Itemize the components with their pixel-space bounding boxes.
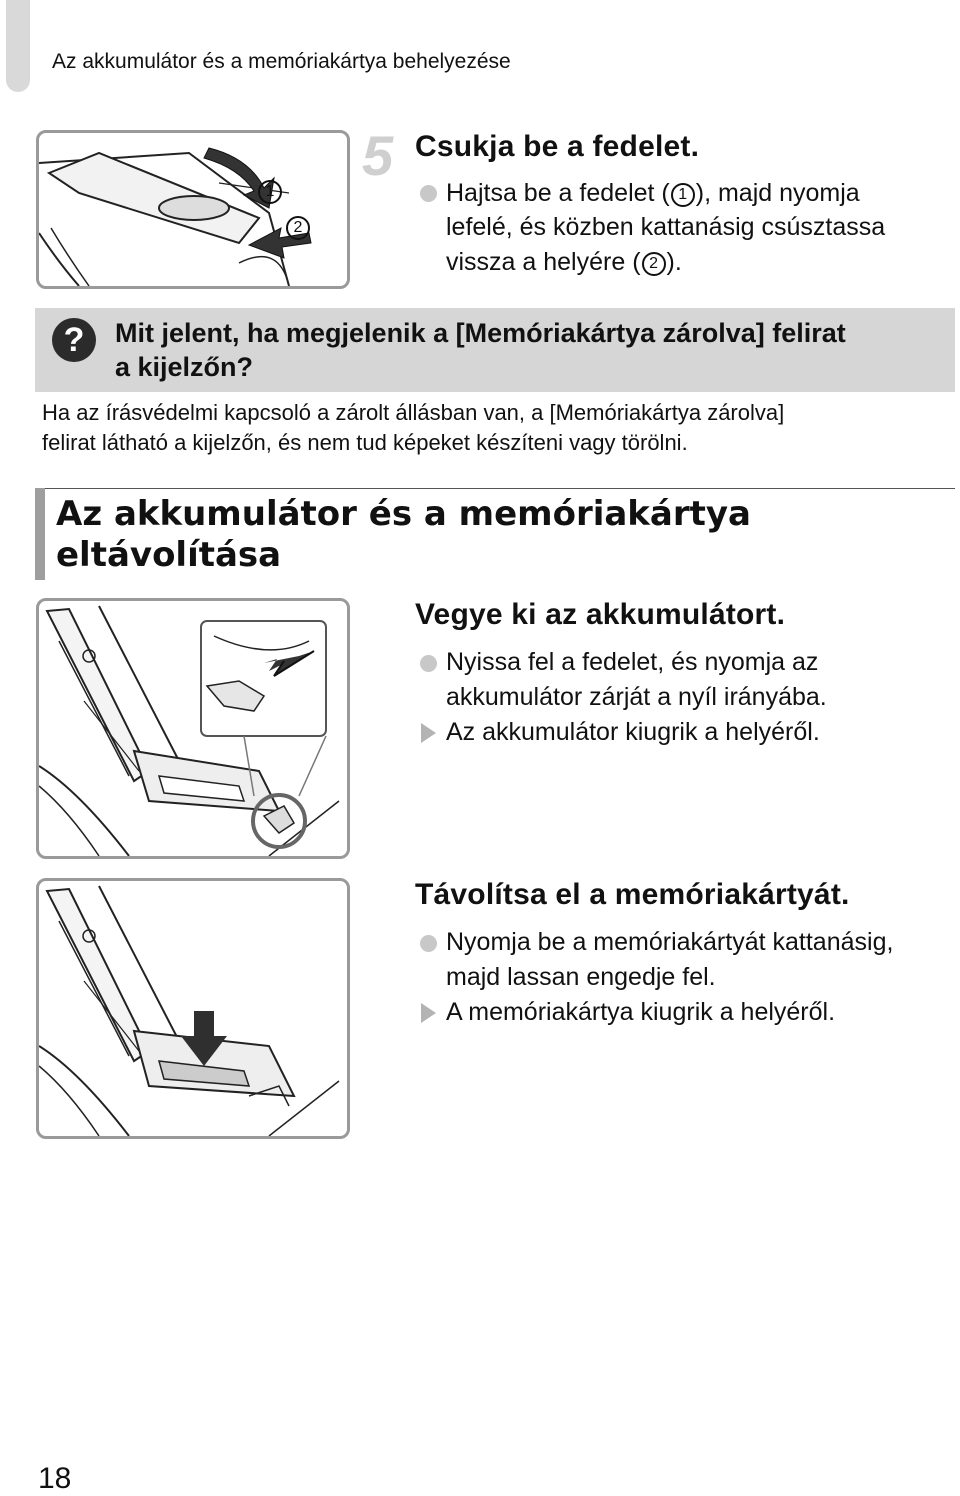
running-header: Az akkumulátor és a memóriakártya behelyezése: [52, 50, 511, 73]
figure-remove-card: [36, 878, 350, 1139]
bullet-dot: [420, 185, 437, 202]
card-removal-illustration: [39, 881, 347, 1136]
step5-instruction-line2: lefelé, és közben kattanásig csúsztassa: [446, 213, 886, 241]
bullet-dot: [420, 935, 437, 952]
result-arrow-icon: [421, 723, 436, 743]
result-arrow-icon: [421, 1003, 436, 1023]
card-step-title: Távolítsa el a memóriakártyát.: [415, 878, 850, 911]
step5-title: Csukja be a fedelet.: [415, 130, 700, 163]
battery-instruction-line2: akkumulátor zárját a nyíl irányába.: [446, 683, 827, 711]
step5-instruction-line3: vissza a helyére ( 2 ).: [446, 248, 682, 276]
section-title-line2: eltávolítása: [56, 535, 282, 575]
battery-instruction-line1: Nyissa fel a fedelet, és nyomja az: [446, 648, 819, 676]
card-result: A memóriakártya kiugrik a helyéről.: [446, 998, 836, 1026]
question-icon: ?: [52, 318, 96, 362]
callout-1: 1: [257, 180, 283, 204]
section-bar: [35, 488, 45, 580]
battery-result: Az akkumulátor kiugrik a helyéről.: [446, 718, 820, 746]
section-rule: [35, 488, 955, 489]
figure-remove-battery: [36, 598, 350, 859]
callout-2: 2: [285, 216, 311, 240]
faq-answer-line2: felirat látható a kijelzőn, és nem tud képeket készíteni vagy törölni.: [42, 430, 688, 455]
page-number: 18: [38, 1462, 72, 1495]
close-cover-illustration: [39, 133, 347, 286]
battery-step-title: Vegye ki az akkumulátort.: [415, 598, 786, 631]
faq-answer-line1: Ha az írásvédelmi kapcsoló a zárolt állásban van, a [Memóriakártya zárolva]: [42, 400, 785, 425]
side-tab: [6, 0, 30, 92]
faq-question-line2: a kijelzőn?: [115, 352, 254, 382]
faq-question-line1: Mit jelent, ha megjelenik a [Memóriakártya zárolva] felirat: [115, 318, 846, 348]
step5-instruction-line1: Hajtsa be a fedelet ( 1 ), majd nyomja: [446, 179, 860, 207]
card-instruction-line2: majd lassan engedje fel.: [446, 963, 716, 991]
section-title-line1: Az akkumulátor és a memóriakártya: [56, 494, 751, 534]
figure-close-cover: [36, 130, 350, 289]
battery-removal-illustration: [39, 601, 347, 856]
step-number: 5: [362, 124, 394, 187]
bullet-dot: [420, 655, 437, 672]
card-instruction-line1: Nyomja be a memóriakártyát kattanásig,: [446, 928, 894, 956]
